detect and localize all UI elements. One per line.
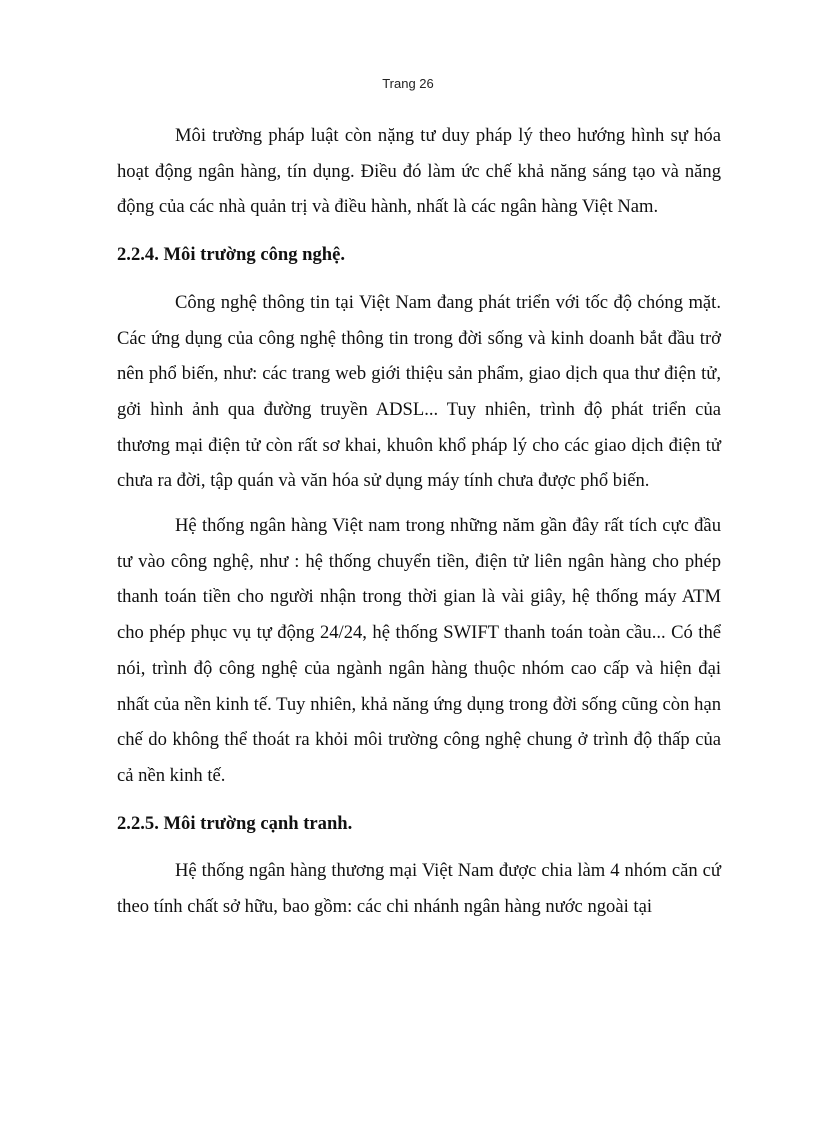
paragraph-it-development: Công nghệ thông tin tại Việt Nam đang phát triển với tốc độ chóng mặt. Các ứng dụng của công nghệ thông tin trong đời sống và kinh doanh bắt đầu trở nên phổ biến, như: các trang web giới thiệu sản phẩm, giao dịch qua thư điện tử, gởi hình ảnh qua đường truyền ADSL... Tuy nhiên, trình độ phát triển của thương mại điện tử còn rất sơ khai, khuôn khổ pháp lý cho các giao dịch điện tử chưa ra đời, tập quán và văn hóa sử dụng máy tính chưa được phổ biến. [117,291,721,492]
paragraph-legal-environment: Môi trường pháp luật còn nặng tư duy pháp lý theo hướng hình sự hóa hoạt động ngân hàng, tín dụng. Điều đó làm ức chế khả năng sáng tạo và năng động của các nhà quản trị và điều hành, nhất là các ngân hàng Việt Nam. [117,125,721,218]
paragraph-banking-technology: Hệ thống ngân hàng Việt nam trong những năm gần đây rất tích cực đầu tư vào công nghệ, như : hệ thống chuyển tiền, điện tử liên ngân hàng cho phép thanh toán tiền cho người nhận trong thời gian là vài giây, hệ thống máy ATM cho phép phục vụ tự động 24/24, hệ thống SWIFT thanh toán toàn cầu... Có thể nói, trình độ công nghệ của ngành ngân hàng thuộc nhóm cao cấp và hiện đại nhất của nền kinh tế. Tuy nhiên, khả năng ứng dụng trong đời sống cũng còn hạn chế do không thể thoát ra khỏi môi trường công nghệ chung ở trình độ thấp của cả nền kinh tế. [117,515,721,786]
document-body [117,118,721,925]
section-heading-competition: 2.2.5. Môi trường cạnh tranh. [117,812,353,834]
paragraph-bank-groups: Hệ thống ngân hàng thương mại Việt Nam được chia làm 4 nhóm căn cứ theo tính chất sở hữu, bao gồm: các chi nhánh ngân hàng nước ngoài tại [117,860,721,918]
page-number: Trang 26 [382,76,434,91]
section-heading-technology: 2.2.4. Môi trường công nghệ. [117,244,346,266]
